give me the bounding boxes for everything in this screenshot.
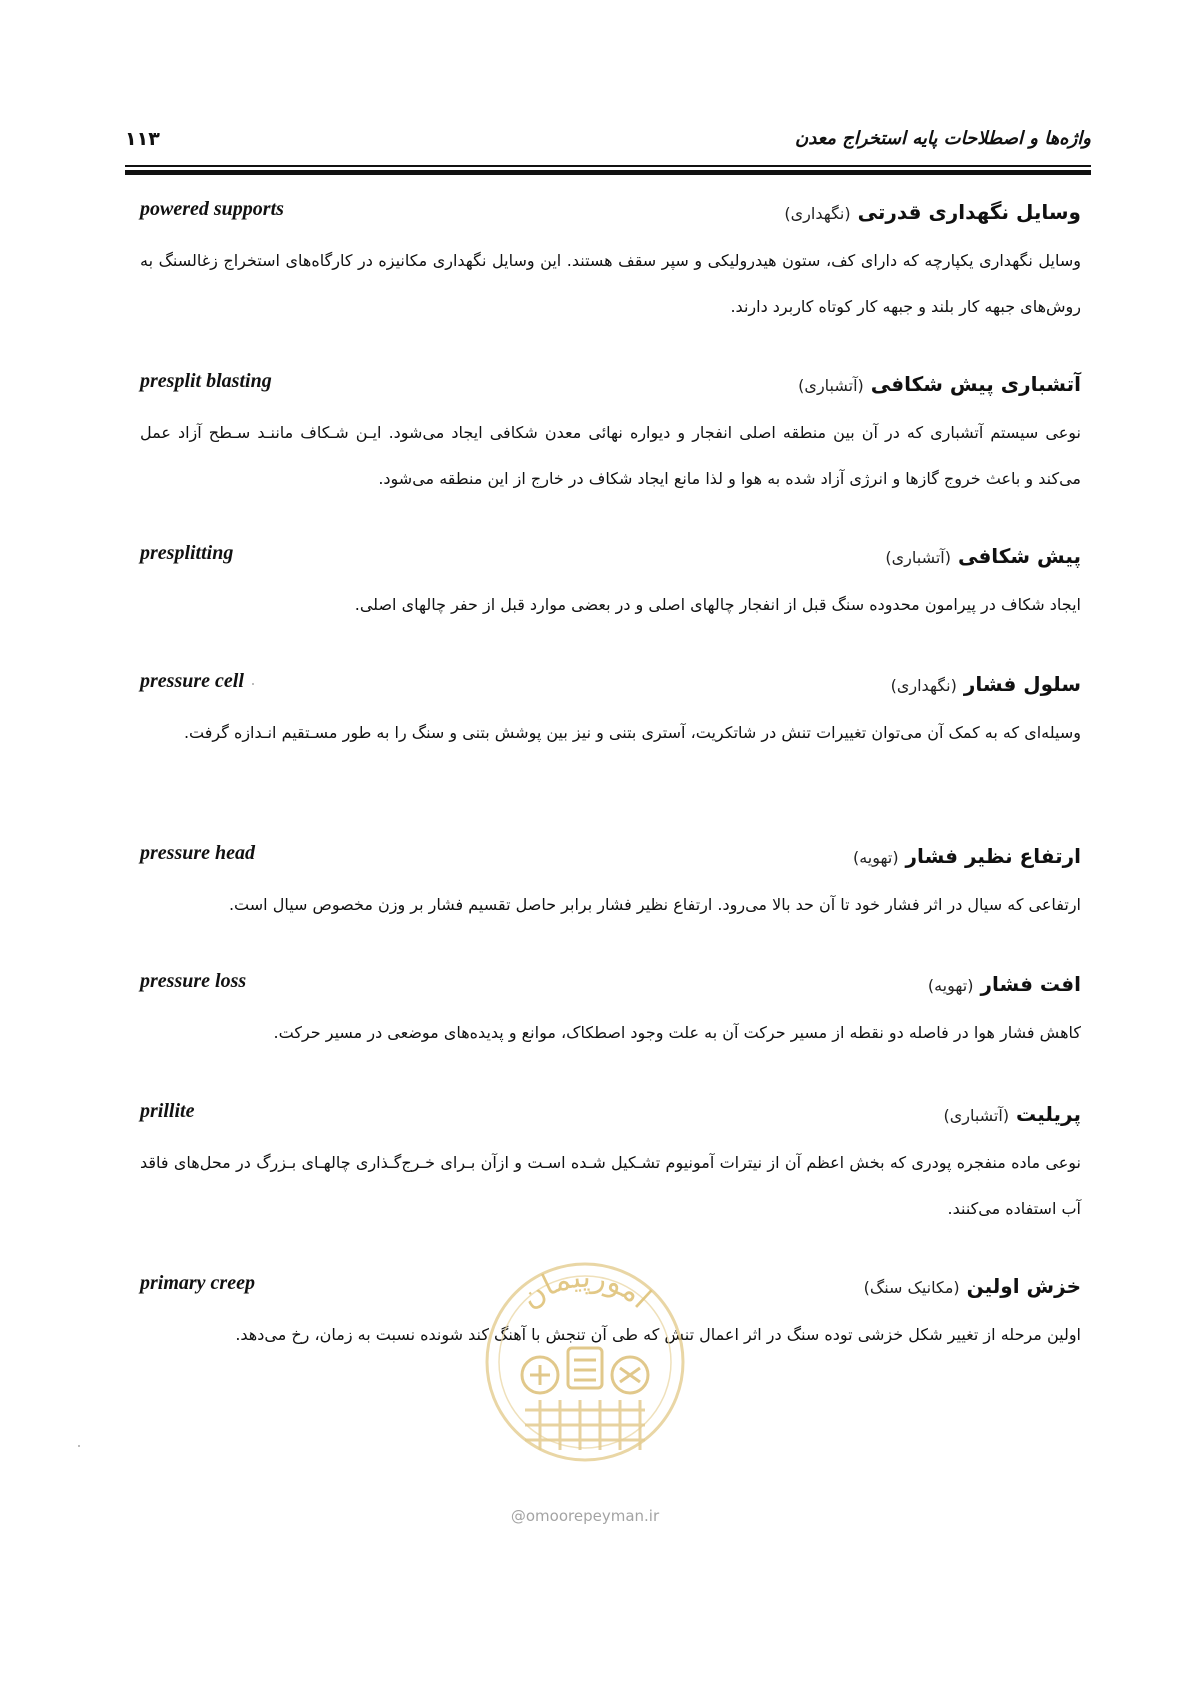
term-domain: (نگهداری) bbox=[784, 204, 851, 223]
term-domain: (آتشباری) bbox=[943, 1106, 1010, 1125]
glossary-entry bbox=[140, 1272, 1081, 1358]
page-number: ۱۱۳ bbox=[125, 128, 160, 150]
term-persian bbox=[928, 972, 1081, 996]
entry-heading bbox=[140, 1272, 1081, 1306]
term-persian-text: افت فشار bbox=[980, 972, 1081, 996]
header-rule bbox=[125, 165, 1091, 175]
term-persian-text: خزش اولین bbox=[966, 1274, 1081, 1298]
entry-heading bbox=[140, 970, 1081, 1004]
glossary-entry bbox=[140, 1100, 1081, 1232]
term-definition: ارتفاعی که سیال در اثر فشار خود تا آن حد بالا می‌رود. ارتفاع نظیر فشار برابر حاصل تقسیم فشار بر وزن مخصوص سیال است. bbox=[228, 895, 1081, 914]
header-title: واژه‌ها و اصطلاحات پایه استخراج معدن bbox=[795, 128, 1091, 149]
term-definition: نوعی سیستم آتشباری که در آن بین منطقه اصلی انفجار و دیواره نهائی معدن شکافی ایجاد می‌شود. ایـن شـکاف ماننـد سـطح آزاد عمل می‌کند و باعث خروج گازها و انرژی آزاد شده به هوا و لذا مانع ایجاد شکاف در خارج از این منطقه می‌شود. bbox=[140, 423, 1081, 488]
entry-heading bbox=[140, 198, 1081, 232]
entry-heading bbox=[140, 542, 1081, 576]
term-english: pressure loss bbox=[140, 970, 247, 992]
term-definition: کاهش فشار هوا در فاصله دو نقطه از مسیر حرکت آن به علت وجود اصطکاک، موانع و پدیده‌های موضعی در مسیر حرکت. bbox=[273, 1023, 1081, 1042]
glossary-entry bbox=[140, 670, 1081, 756]
term-definition: ایجاد شکاف در پیرامون محدوده سنگ قبل از انفجار چالهای اصلی و در بعضی موارد قبل از حفر چالهای اصلی. bbox=[354, 595, 1081, 614]
term-english: pressure cell bbox=[140, 670, 244, 692]
term-english: presplitting bbox=[140, 542, 234, 564]
term-persian-text: آتشباری پیش شکافی bbox=[870, 372, 1081, 396]
term-english: powered supports bbox=[140, 198, 284, 220]
entry-heading bbox=[140, 370, 1081, 404]
term-definition: وسیله‌ای که به کمک آن می‌توان تغییرات تنش در شاتکریت، آستری بتنی و نیز بین پوشش بتنی و سنگ را به طور مسـتقیم انـدازه گرفت. bbox=[183, 723, 1081, 742]
term-domain: (مکانیک سنگ) bbox=[863, 1278, 960, 1297]
term-english: primary creep bbox=[140, 1272, 255, 1294]
glossary-entry bbox=[140, 370, 1081, 502]
term-domain: (تهویه) bbox=[852, 848, 899, 867]
term-definition: وسایل نگهداری یکپارچه که دارای کف، ستون هیدرولیکی و سپر سقف هستند. این وسایل نگهداری مکانیزه در کارگاه‌های استخراج زغالسنگ به روش‌های جبهه کار بلند و جبهه کار کوتاه کاربرد دارند. bbox=[140, 251, 1081, 316]
entry-heading bbox=[140, 842, 1081, 876]
term-persian-text: ارتفاع نظیر فشار bbox=[905, 844, 1081, 868]
term-english: pressure head bbox=[140, 842, 256, 864]
watermark-logo-text: امورپیمان bbox=[514, 1259, 658, 1316]
entry-heading bbox=[140, 1100, 1081, 1134]
term-definition: نوعی ماده منفجره پودری که بخش اعظم آن از نیترات آمونیوم تشـکیل شـده اسـت و ازآن بـرای خـرج‌گـذاری چالهـای بـزرگ در محل‌های فاقد آب استفاده می‌کنند. bbox=[140, 1153, 1081, 1218]
term-persian-text: وسایل نگهداری قدرتی bbox=[857, 200, 1081, 224]
watermark-url: @omoorepeyman.ir bbox=[510, 1507, 660, 1525]
glossary-entry bbox=[140, 842, 1081, 928]
term-persian-text: پریلیت bbox=[1016, 1102, 1081, 1126]
term-persian bbox=[798, 372, 1081, 396]
glossary-entry bbox=[140, 970, 1081, 1056]
term-english: presplit blasting bbox=[140, 370, 272, 392]
running-header bbox=[125, 128, 1091, 158]
term-persian bbox=[891, 672, 1081, 696]
term-persian bbox=[784, 200, 1081, 224]
entry-heading bbox=[140, 670, 1081, 704]
term-persian-text: پیش شکافی bbox=[957, 544, 1081, 568]
term-persian bbox=[943, 1102, 1081, 1126]
term-domain: (نگهداری) bbox=[890, 676, 957, 695]
term-domain: (آتشباری) bbox=[798, 376, 864, 395]
term-english: prillite bbox=[140, 1100, 195, 1122]
term-persian bbox=[864, 1274, 1081, 1298]
term-definition: اولین مرحله از تغییر شکل خزشی توده سنگ در اثر اعمال تنش که طی آن تنجش با آهنگ کند شونده نسبت به زمان، رخ می‌دهد. bbox=[235, 1325, 1081, 1344]
term-persian bbox=[885, 544, 1081, 568]
scan-speck bbox=[78, 1445, 80, 1447]
glossary-entry bbox=[140, 542, 1081, 628]
term-domain: (آتشباری) bbox=[885, 548, 951, 567]
scan-speck bbox=[252, 683, 254, 685]
term-domain: (تهویه) bbox=[927, 976, 974, 995]
term-persian-text: سلول فشار bbox=[963, 672, 1081, 696]
term-persian bbox=[853, 844, 1081, 868]
glossary-entry bbox=[140, 198, 1081, 330]
